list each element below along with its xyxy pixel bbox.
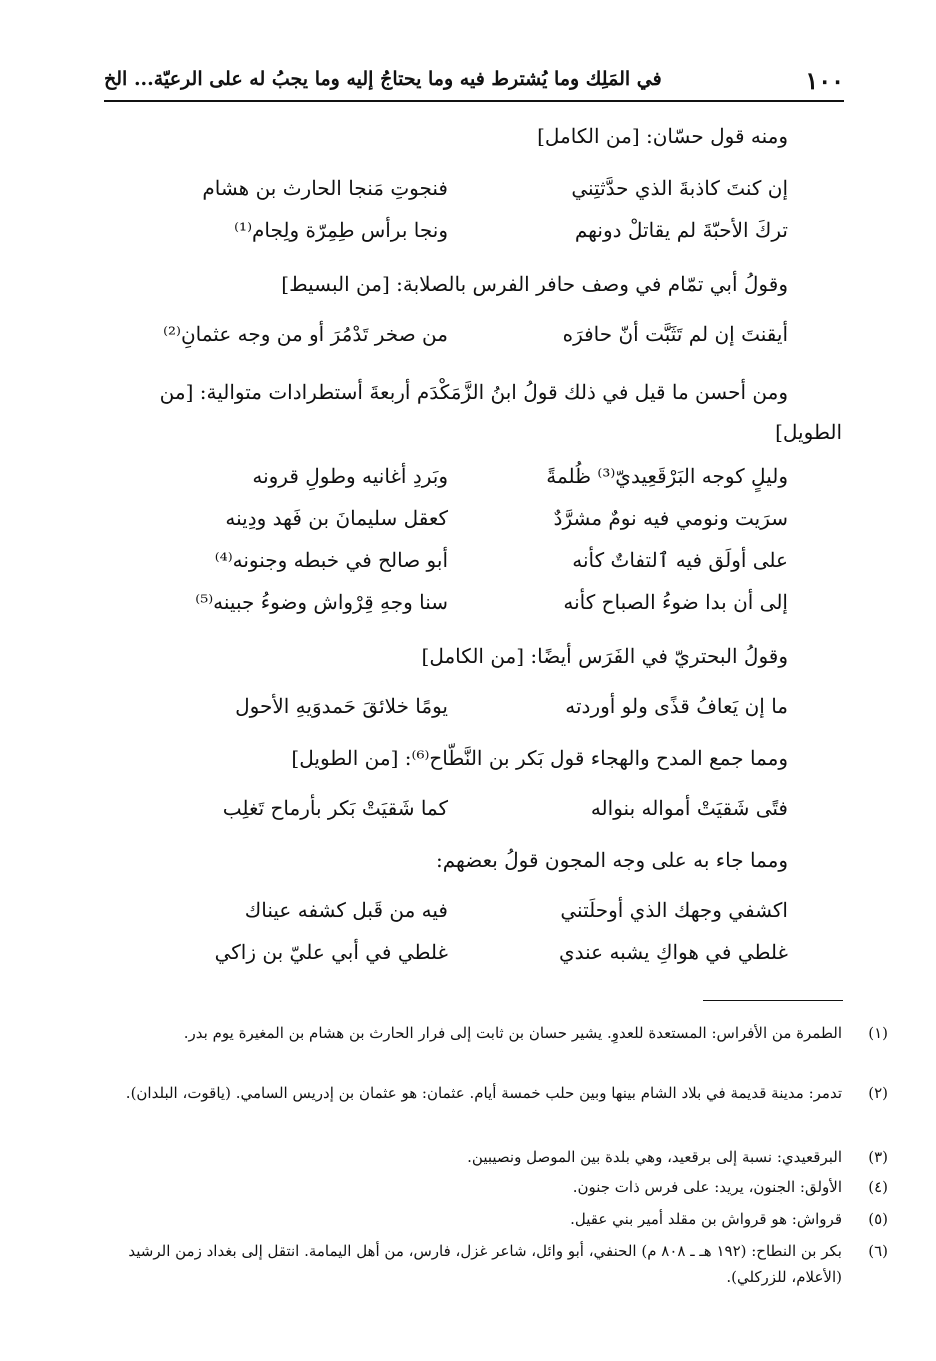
prose-intro-buhturi: وقولُ البحتريّ في الفَرَس أيضًا: [من الكامل]	[421, 644, 788, 668]
page-number: ١٠٠	[805, 66, 844, 95]
verse-line	[148, 940, 788, 980]
verse-hemistich-first: أيقنتَ إن لم تَثَبَّت أنّ حافرَه	[562, 322, 788, 346]
verse-line	[148, 322, 788, 362]
verse-hemistich-second: من صخر تَدْمُرَ أو من وجه عثمانِ⁽²⁾	[163, 322, 448, 346]
verse-hemistich-first: على أولَق فيه ٱلتفاتٌ كأنه	[572, 548, 788, 572]
verse-hemistich-first: غلطي في هواكِ يشبه عندي	[558, 940, 788, 964]
footnote-number: (٣)	[868, 1148, 888, 1166]
verse-line	[148, 506, 788, 546]
verse-hemistich-second: أبو صالح في خبطه وجنونه⁽⁴⁾	[214, 548, 448, 572]
verse-hemistich-first: فتًى شَقيَتْ أمواله بنواله	[590, 796, 788, 820]
prose-intro-bakr: ومما جمع المدح والهجاء قول بَكر بن النَّطّاح⁽⁶⁾: [من الطويل]	[291, 746, 788, 770]
verse-hemistich-first: تركَ الأحبّةَ لم يقاتلْ دونهم	[574, 218, 788, 242]
verse-hemistich-second: يومًا خلائقَ حَمدوَيهِ الأحول	[235, 694, 448, 718]
verse-hemistich-second: فنجوتِ مَنجا الحارث بن هشام	[202, 176, 448, 200]
verse-line	[148, 548, 788, 588]
footnote-number: (٥)	[868, 1210, 888, 1228]
verse-hemistich-second: وبَردِ أغانيه وطولِ قرونه	[252, 464, 448, 488]
verse-hemistich-second: كما شَقيَتْ بَكر بأرماح تَغلِب	[222, 796, 448, 820]
verse-line	[148, 898, 788, 938]
verse-hemistich-first: اكشفي وجهك الذي أوحلَتني	[560, 898, 788, 922]
prose-intro-abu-tammam: وقولُ أبي تمّام في وصف حافر الفرس بالصلابة: [من البسيط]	[281, 272, 788, 296]
footnote	[110, 1020, 888, 1046]
footnote	[110, 1080, 888, 1106]
footnote-text: قرواش: هو قرواش بن مقلد أمير بني عقيل.	[570, 1210, 842, 1228]
footnote	[110, 1144, 888, 1170]
verse-hemistich-second: سنا وجهِ قِرْواش وضوءُ جبينه⁽⁵⁾	[195, 590, 448, 614]
verse-line	[148, 464, 788, 504]
verse-hemistich-first: ما إن يَعافُ قذًى ولو أوردته	[565, 694, 788, 718]
prose-intro-hassan: ومنه قول حسّان: [من الكامل]	[537, 124, 788, 148]
page-header	[104, 62, 844, 102]
verse-line	[148, 590, 788, 630]
footnote-text: البرقعيدي: نسبة إلى برقعيد، وهي بلدة بين الموصل ونصيبين.	[467, 1148, 842, 1166]
footnote	[110, 1238, 888, 1290]
prose-intro-mujun: ومما جاء به على وجه المجون قولُ بعضهم:	[435, 848, 788, 872]
verse-line	[148, 694, 788, 734]
footnote-text: بكر بن النطاح: (١٩٢ هـ ـ ٨٠٨ م) الحنفي، أبو وائل، شاعر غزل، فارس، من أهل اليمامة. انتقل إلى بغداد زمن الرشيد (الأعلام، للزركلي).	[128, 1242, 842, 1286]
running-title: في المَلِك وما يُشترط فيه وما يحتاجُ إليه وما يجبُ له على الرعيّة... الخ	[104, 68, 662, 90]
verse-hemistich-second: كعقل سليمانَ بن فَهد ودِينه	[225, 506, 448, 530]
verse-hemistich-first: وليلٍ كوجه البَرْقَعِيديّ⁽³⁾ ظُلمةً	[546, 464, 788, 488]
prose-line-continued: الطويل]	[775, 420, 842, 444]
verse-line	[148, 176, 788, 216]
verse-line	[148, 796, 788, 836]
footnote	[110, 1174, 888, 1200]
verse-hemistich-first: إلى أن بدا ضوءُ الصباح كأنه	[563, 590, 788, 614]
verse-hemistich-second: ونجا برأس طِمِرّة ولِجام⁽¹⁾	[234, 218, 448, 242]
verse-line	[148, 218, 788, 258]
verse-hemistich-second: فيه من قَبل كشفه عيناك	[244, 898, 448, 922]
footnote	[110, 1206, 888, 1232]
footnote-text: الأولق: الجنون، يريد: على فرس ذات جنون.	[572, 1178, 842, 1196]
footnote-number: (٦)	[868, 1242, 888, 1260]
verse-hemistich-first: سرَيت ونومي فيه نومٌ مشرَّدٌ	[553, 506, 788, 530]
footnote-text: تدمر: مدينة قديمة في بلاد الشام بينها وبين حلب خمسة أيام. عثمان: هو عثمان بن إدريس السامي. (ياقوت، البلدان).	[125, 1084, 842, 1102]
prose-line: ومن أحسن ما قيل في ذلك قولُ ابنُ الزَّمَكْدَم أربعةَ أستطرادات متوالية: [من	[159, 380, 788, 404]
footnote-number: (١)	[868, 1024, 888, 1042]
prose-intro-zamakdam	[104, 372, 842, 452]
verse-hemistich-second: غلطي في أبي عليّ بن زاكي	[214, 940, 448, 964]
footnote-text: الطمرة من الأفراس: المستعدة للعدوِ. يشير حسان بن ثابت إلى فرار الحارث بن هشام بن المغيرة يوم بدر.	[183, 1024, 842, 1042]
footnote-separator	[703, 1000, 843, 1001]
footnote-number: (٤)	[868, 1178, 888, 1196]
verse-hemistich-first: إن كنتَ كاذبةَ الذي حدَّثتِني	[571, 176, 788, 200]
footnote-number: (٢)	[868, 1084, 888, 1102]
